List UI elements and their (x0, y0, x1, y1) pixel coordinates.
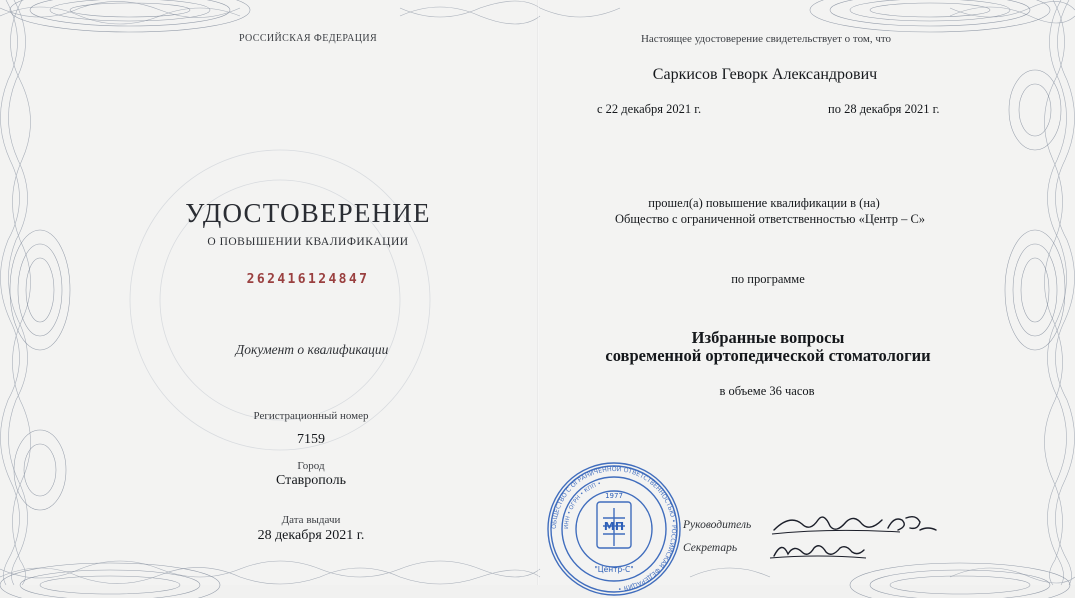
issue-date-label: Дата выдачи (281, 514, 341, 526)
page-fold (537, 0, 539, 585)
date-from: с 22 декабря 2021 г. (597, 102, 702, 116)
registration-number: 7159 (297, 432, 325, 447)
head-signature (770, 508, 940, 538)
date-to: по 28 декабря 2021 г. (828, 102, 940, 116)
issue-date-value: 28 декабря 2021 г. (257, 528, 365, 543)
official-seal (545, 460, 683, 598)
document-type: Документ о квалификации (235, 342, 389, 357)
document-title: УДОСТОВЕРЕНИЕ (185, 198, 431, 228)
svg-text:ОБЩЕСТВО С ОГРАНИЧЕННОЙ ОТВЕТС: ОБЩЕСТВО С ОГРАНИЧЕННОЙ ОТВЕТСТВЕННОСТЬЮ • РОССИЙСКАЯ ФЕДЕРАЦИЯ • (550, 465, 678, 592)
country-label: РОССИЙСКАЯ ФЕДЕРАЦИЯ (238, 33, 378, 44)
head-signature-label: Руководитель (683, 519, 752, 531)
document-subtitle: О ПОВЫШЕНИИ КВАЛИФИКАЦИИ (207, 236, 409, 248)
program-title-line1: Избранные вопросы (691, 328, 845, 347)
program-label: по программе (731, 272, 805, 286)
secretary-signature (768, 536, 868, 562)
svg-text:ИНН • ОГРН • КПП •: ИНН • ОГРН • КПП • (563, 480, 602, 530)
city-label: Город (297, 460, 325, 472)
registration-label: Регистрационный номер (253, 410, 369, 422)
hours-text: в объеме 36 часов (719, 384, 815, 398)
seal-year: 1977 (605, 492, 623, 500)
secretary-signature-label: Секретарь (683, 542, 738, 554)
certifies-text: Настоящее удостоверение свидетельствует о том, что (640, 33, 892, 45)
city-value: Ставрополь (276, 473, 346, 488)
organization-name: Общество с ограниченной ответственностью «Центр – С» (614, 212, 926, 226)
serial-number: 262416124847 (246, 272, 370, 287)
passed-training-text: прошел(а) повышение квалификации в (на) (648, 196, 880, 210)
seal-mark: МП (603, 520, 625, 533)
holder-name: Саркисов Геворк Александрович (652, 66, 878, 83)
program-title-line2: современной ортопедической стоматологии (605, 346, 931, 365)
seal-inner-text: "Центр-С" (594, 565, 634, 574)
